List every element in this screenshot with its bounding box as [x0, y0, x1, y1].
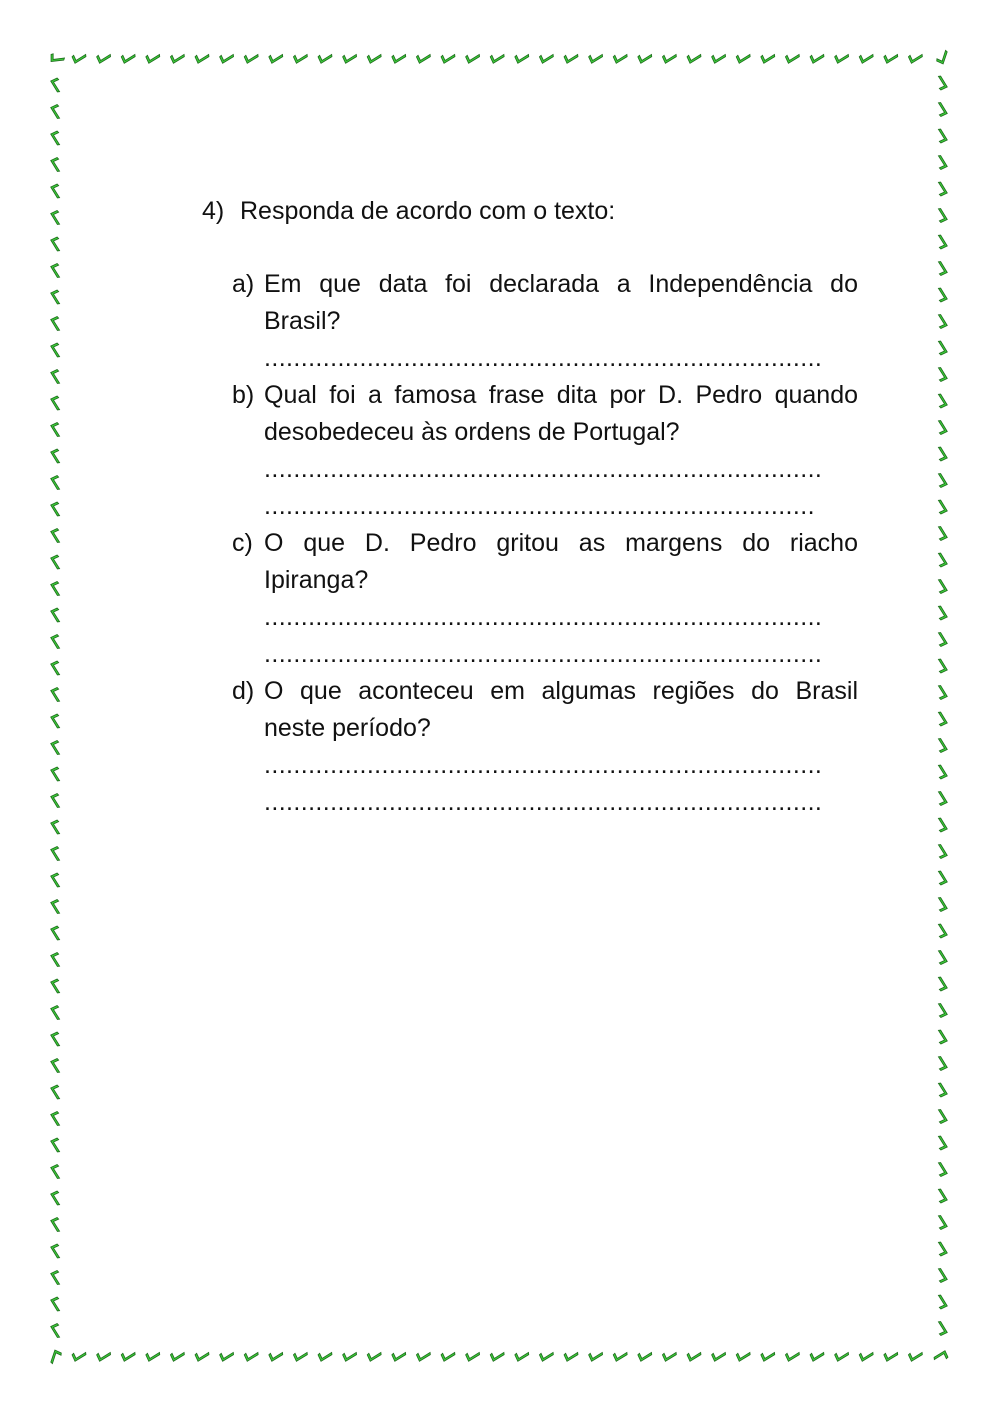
checkmark-icon — [934, 1162, 950, 1178]
checkmark-icon — [48, 1189, 64, 1205]
checkmark-icon — [47, 1348, 63, 1364]
checkmark-icon — [934, 287, 950, 303]
checkmark-icon — [48, 1269, 64, 1285]
checkmark-icon — [933, 1348, 949, 1364]
checkmark-icon — [934, 1188, 950, 1204]
checkmark-icon — [120, 1348, 136, 1364]
checkmark-icon — [48, 103, 64, 119]
checkmark-icon — [48, 182, 64, 198]
checkmark-icon — [48, 315, 64, 331]
checkmark-icon — [934, 234, 950, 250]
checkmark-icon — [48, 1083, 64, 1099]
checkmark-icon — [934, 1082, 950, 1098]
checkmark-icon — [934, 950, 950, 966]
checkmark-icon — [48, 712, 64, 728]
checkmark-icon — [439, 50, 455, 66]
worksheet-content — [202, 193, 858, 821]
checkmark-icon — [48, 421, 64, 437]
answer-line[interactable]: ............................................................................ — [264, 788, 823, 816]
checkmark-icon — [169, 1348, 185, 1364]
checkmark-icon — [48, 1295, 64, 1311]
checkmark-icon — [784, 1348, 800, 1364]
checkmark-icon — [48, 209, 64, 225]
checkmark-icon — [562, 50, 578, 66]
checkmark-icon — [562, 1348, 578, 1364]
checkmark-icon — [169, 50, 185, 66]
checkmark-icon — [48, 845, 64, 861]
exercise-heading — [202, 193, 858, 230]
answer-line[interactable]: ............................................................................ — [264, 640, 823, 668]
checkmark-icon — [710, 1348, 726, 1364]
answer-line[interactable]: ............................................................................ — [264, 603, 823, 631]
checkmark-icon — [95, 1348, 111, 1364]
checkmark-icon — [48, 394, 64, 410]
checkmark-icon — [934, 897, 950, 913]
checkmark-icon — [808, 1348, 824, 1364]
checkmark-icon — [934, 75, 950, 91]
checkmark-icon — [934, 579, 950, 595]
question-text: O que D. Pedro gritou as margens do riacho Ipiranga? — [264, 529, 858, 594]
question-text: O que aconteceu em algumas regiões do Brasil neste período? — [264, 677, 858, 742]
checkmark-icon — [48, 580, 64, 596]
answer-line[interactable]: ........................................................................... — [264, 492, 815, 520]
question-b — [232, 377, 858, 525]
checkmark-icon — [735, 1348, 751, 1364]
checkmark-icon — [316, 1348, 332, 1364]
checkmark-icon — [934, 711, 950, 727]
checkmark-icon — [70, 1348, 86, 1364]
checkmark-icon — [934, 976, 950, 992]
checkmark-icon — [934, 1135, 950, 1151]
checkmark-icon — [415, 50, 431, 66]
checkmark-icon — [587, 50, 603, 66]
checkmark-icon — [538, 50, 554, 66]
checkmark-icon — [934, 102, 950, 118]
checkmark-icon — [934, 1268, 950, 1284]
checkmark-icon — [735, 50, 751, 66]
checkmark-icon — [934, 817, 950, 833]
checkmark-icon — [341, 50, 357, 66]
checkmark-icon — [366, 50, 382, 66]
checkmark-icon — [48, 553, 64, 569]
checkmark-icon — [636, 1348, 652, 1364]
question-d — [232, 673, 858, 821]
checkmark-icon — [390, 1348, 406, 1364]
checkmark-icon — [513, 50, 529, 66]
checkmark-icon — [934, 473, 950, 489]
checkmark-icon — [48, 129, 64, 145]
checkmark-icon — [48, 792, 64, 808]
checkmark-icon — [934, 685, 950, 701]
checkmark-icon — [48, 1322, 64, 1338]
checkmark-icon — [612, 1348, 628, 1364]
checkmark-icon — [934, 1241, 950, 1257]
checkmark-icon — [48, 288, 64, 304]
checkmark-icon — [415, 1348, 431, 1364]
checkmark-icon — [513, 1348, 529, 1364]
checkmark-icon — [759, 50, 775, 66]
checkmark-icon — [934, 1056, 950, 1072]
checkmark-icon — [48, 527, 64, 543]
checkmark-icon — [48, 1057, 64, 1073]
answer-line[interactable]: ............................................................................ — [264, 751, 823, 779]
question-letter: c) — [232, 529, 253, 557]
checkmark-icon — [934, 499, 950, 515]
checkmark-icon — [934, 764, 950, 780]
checkmark-icon — [934, 605, 950, 621]
checkmark-icon — [464, 1348, 480, 1364]
checkmark-icon — [934, 128, 950, 144]
checkmark-icon — [390, 50, 406, 66]
checkmark-icon — [934, 923, 950, 939]
checkmark-icon — [48, 686, 64, 702]
checkmark-icon — [48, 739, 64, 755]
checkmark-icon — [48, 1163, 64, 1179]
question-text: Qual foi a famosa frase dita por D. Pedro quando desobedeceu às ordens de Portugal? — [264, 381, 858, 446]
checkmark-icon — [48, 500, 64, 516]
checkmark-icon — [48, 898, 64, 914]
checkmark-icon — [48, 606, 64, 622]
checkmark-icon — [636, 50, 652, 66]
checkmark-icon — [934, 155, 950, 171]
checkmark-icon — [193, 50, 209, 66]
checkmark-icon — [341, 1348, 357, 1364]
checkmark-icon — [48, 447, 64, 463]
checkmark-icon — [858, 50, 874, 66]
checkmark-icon — [218, 1348, 234, 1364]
checkmark-icon — [70, 50, 86, 66]
checkmark-icon — [48, 235, 64, 251]
checkmark-icon — [934, 1109, 950, 1125]
checkmark-icon — [934, 340, 950, 356]
checkmark-icon — [661, 1348, 677, 1364]
checkmark-icon — [316, 50, 332, 66]
answer-line[interactable]: ............................................................................ — [264, 344, 823, 372]
checkmark-icon — [784, 50, 800, 66]
checkmark-icon — [267, 50, 283, 66]
question-a — [232, 266, 858, 377]
checkmark-icon — [267, 1348, 283, 1364]
checkmark-icon — [934, 552, 950, 568]
checkmark-icon — [48, 765, 64, 781]
checkmark-icon — [538, 1348, 554, 1364]
checkmark-icon — [48, 1136, 64, 1152]
checkmark-icon — [292, 1348, 308, 1364]
checkmark-icon — [243, 50, 259, 66]
question-letter: d) — [232, 677, 255, 705]
checkmark-icon — [439, 1348, 455, 1364]
checkmark-icon — [661, 50, 677, 66]
checkmark-icon — [48, 1004, 64, 1020]
checkmark-icon — [934, 1003, 950, 1019]
checkmark-icon — [489, 50, 505, 66]
checkmark-icon — [759, 1348, 775, 1364]
checkmark-icon — [858, 1348, 874, 1364]
checkmark-icon — [934, 1294, 950, 1310]
checkmark-icon — [193, 1348, 209, 1364]
checkmark-icon — [934, 844, 950, 860]
checkmark-icon — [366, 1348, 382, 1364]
checkmark-icon — [934, 1029, 950, 1045]
checkmark-icon — [48, 977, 64, 993]
checkmark-icon — [292, 50, 308, 66]
checkmark-icon — [934, 420, 950, 436]
checkmark-icon — [934, 367, 950, 383]
checkmark-icon — [934, 658, 950, 674]
checkmark-icon — [934, 446, 950, 462]
checkmark-icon — [464, 50, 480, 66]
checkmark-icon — [48, 924, 64, 940]
checkmark-icon — [48, 633, 64, 649]
checkmark-icon — [48, 1030, 64, 1046]
checkmark-icon — [685, 1348, 701, 1364]
checkmark-icon — [934, 261, 950, 277]
checkmark-icon — [48, 474, 64, 490]
checkmark-icon — [48, 156, 64, 172]
checkmark-icon — [934, 526, 950, 542]
checkmark-icon — [612, 50, 628, 66]
checkmark-icon — [934, 50, 950, 66]
checkmark-icon — [934, 738, 950, 754]
checkmark-icon — [48, 1216, 64, 1232]
checkmark-icon — [907, 50, 923, 66]
question-letter: b) — [232, 381, 255, 409]
checkmark-icon — [934, 870, 950, 886]
checkmark-icon — [934, 393, 950, 409]
checkmark-icon — [489, 1348, 505, 1364]
question-c — [232, 525, 858, 673]
answer-line[interactable]: ............................................................................ — [264, 455, 823, 483]
exercise-instruction: Responda de acordo com o texto: — [240, 197, 616, 225]
checkmark-icon — [808, 50, 824, 66]
checkmark-icon — [48, 659, 64, 675]
checkmark-icon — [934, 791, 950, 807]
checkmark-icon — [833, 1348, 849, 1364]
checkmark-icon — [882, 50, 898, 66]
checkmark-icon — [48, 1242, 64, 1258]
question-letter: a) — [232, 270, 255, 298]
checkmark-icon — [587, 1348, 603, 1364]
checkmark-icon — [48, 818, 64, 834]
checkmark-icon — [934, 1215, 950, 1231]
checkmark-icon — [934, 314, 950, 330]
checkmark-icon — [48, 262, 64, 278]
checkmark-icon — [48, 50, 66, 68]
checkmark-icon — [833, 50, 849, 66]
checkmark-icon — [48, 341, 64, 357]
checkmark-icon — [95, 50, 111, 66]
checkmark-icon — [48, 951, 64, 967]
checkmark-icon — [934, 181, 950, 197]
checkmark-icon — [48, 368, 64, 384]
checkmark-icon — [934, 1321, 950, 1337]
checkmark-icon — [144, 1348, 160, 1364]
checkmark-icon — [120, 50, 136, 66]
checkmark-icon — [218, 50, 234, 66]
checkmark-icon — [243, 1348, 259, 1364]
checkmark-icon — [48, 76, 64, 92]
question-text: Em que data foi declarada a Independência do Brasil? — [264, 270, 858, 335]
checkmark-icon — [934, 632, 950, 648]
checkmark-icon — [48, 871, 64, 887]
checkmark-icon — [907, 1348, 923, 1364]
checkmark-icon — [934, 208, 950, 224]
checkmark-icon — [882, 1348, 898, 1364]
checkmark-icon — [685, 50, 701, 66]
exercise-number: 4) — [202, 197, 225, 225]
checkmark-icon — [710, 50, 726, 66]
checkmark-icon — [144, 50, 160, 66]
checkmark-icon — [48, 1110, 64, 1126]
